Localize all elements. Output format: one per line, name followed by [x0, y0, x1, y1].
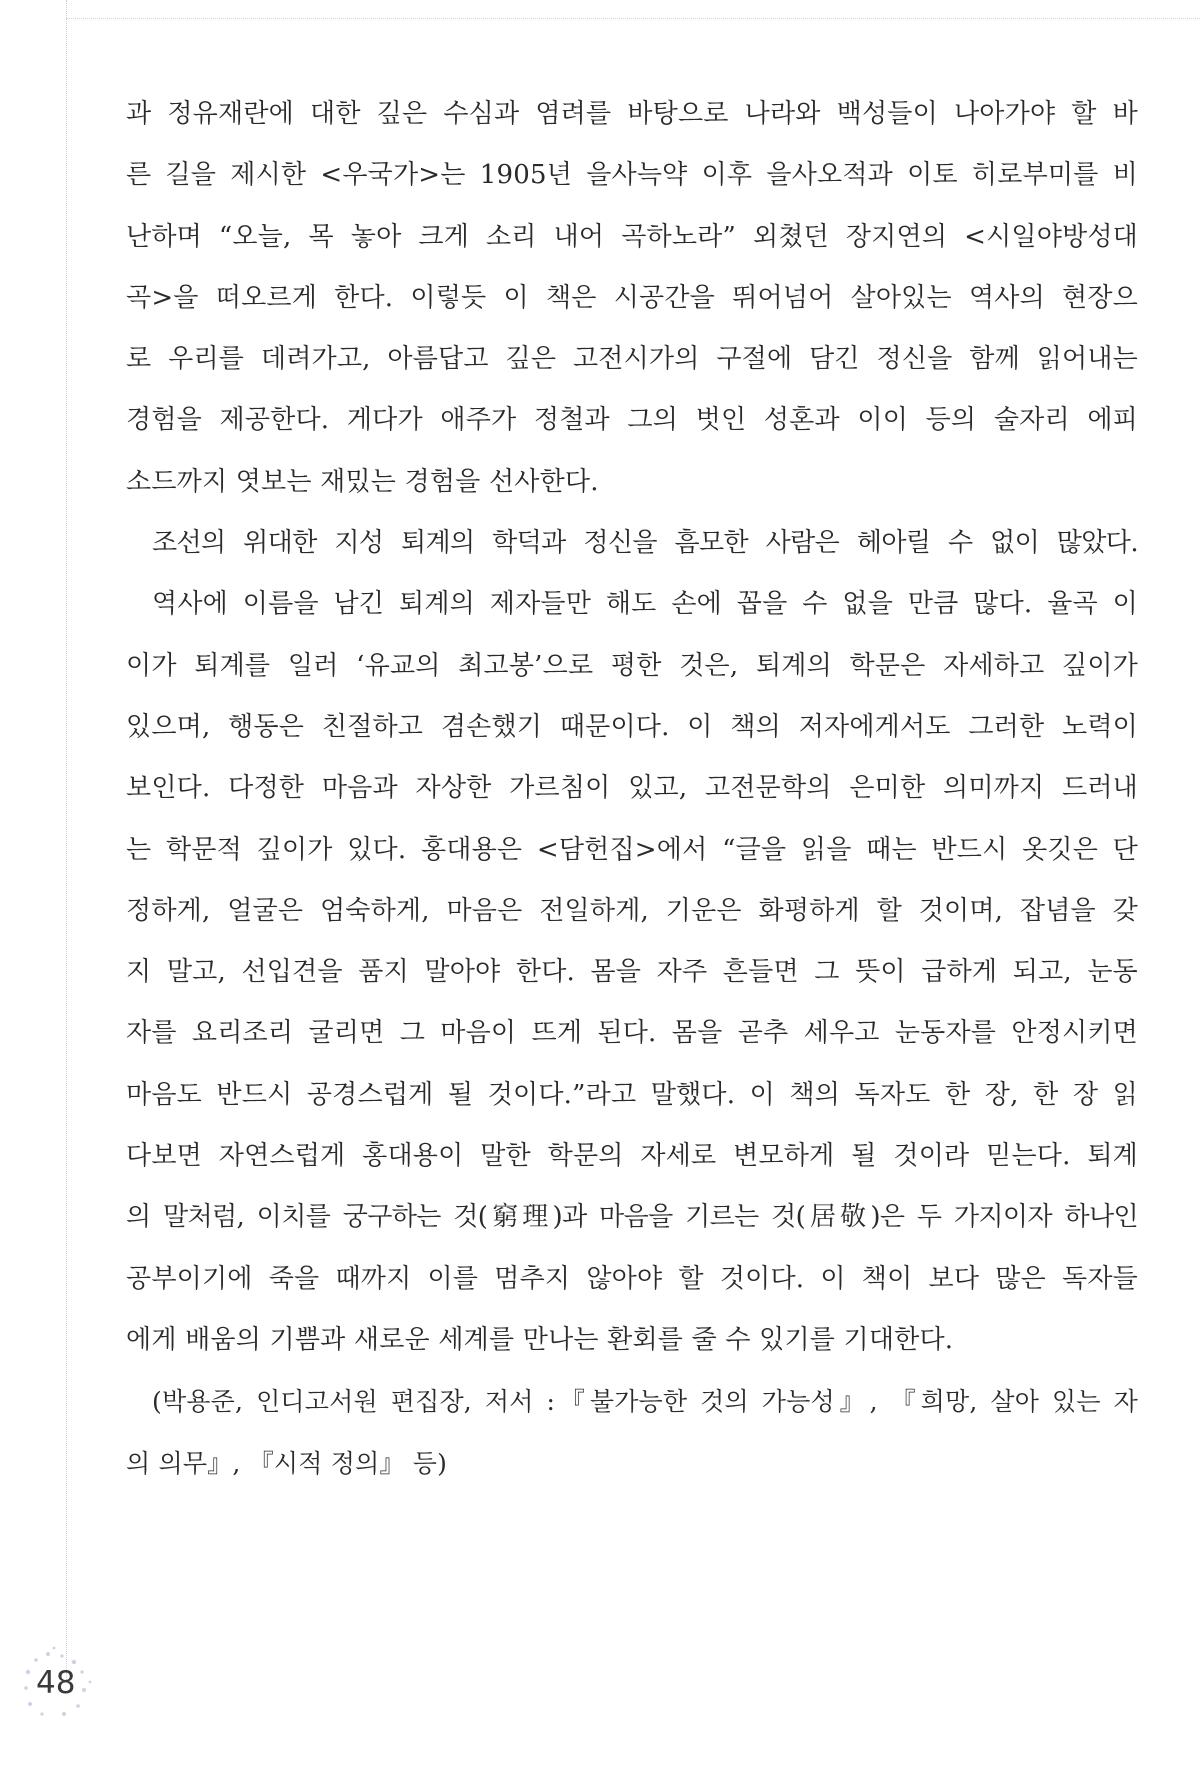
paragraph-start-line: 조선의 위대한 지성 퇴계의 학덕과 정신을 흠모한 사람은 헤아릴 수 없이 많았다. [152, 528, 1138, 559]
text-line: 른 길을 제시한 <우국가>는 1905년 을사늑약 이후 을사오적과 이토 히로부미를 비 [126, 160, 1138, 191]
text-line: 경험을 제공한다. 게다가 애주가 정철과 그의 벗인 성혼과 이이 등의 술자리 에피 [126, 405, 1138, 436]
page-number: 48 [36, 1665, 76, 1701]
text-line: 정하게, 얼굴은 엄숙하게, 마음은 전일하게, 기운은 화평하게 할 것이며, 잡념을 갖 [126, 895, 1138, 926]
text-line: 의 말처럼, 이치를 궁구하는 것(窮理)과 마음을 기르는 것(居敬)은 두 가지이자 하나인 [126, 1202, 1138, 1233]
text-line: 는 학문적 깊이가 있다. 홍대용은 <담헌집>에서 “글을 읽을 때는 반드시 옷깃은 단 [126, 834, 1138, 865]
author-credit-line: 의 의무』, 『시적 정의』 등) [126, 1448, 448, 1478]
author-credit-line: (박용준, 인디고서원 편집장, 저서 :『불가능한 것의 가능성』, 『희망, 살아 있는 자 [152, 1387, 1138, 1417]
text-line: 난하며 “오늘, 목 놓아 크게 소리 내어 곡하노라” 외쳤던 장지연의 <시일야방성대 [126, 221, 1138, 252]
text-line: 역사에 이름을 남긴 퇴계의 제자들만 해도 손에 꼽을 수 없을 만큼 많다. 율곡 이 [152, 589, 1138, 620]
body-text [126, 84, 1138, 1494]
text-line: 자를 요리조리 굴리면 그 마음이 뜨게 된다. 몸을 곧추 세우고 눈동자를 안정시키면 [126, 1018, 1138, 1049]
text-line: 에게 배움의 기쁨과 새로운 세계를 만나는 환회를 줄 수 있기를 기대한다. [126, 1324, 954, 1355]
text-line: 보인다. 다정한 마음과 자상한 가르침이 있고, 고전문학의 은미한 의미까지 드러내 [126, 773, 1138, 804]
text-line: 과 정유재란에 대한 깊은 수심과 염려를 바탕으로 나라와 백성들이 나아가야 할 바 [126, 99, 1138, 129]
text-line: 곡>을 떠오르게 한다. 이렇듯 이 책은 시공간을 뛰어넘어 살아있는 역사의 현장으 [126, 282, 1138, 313]
text-line: 로 우리를 데려가고, 아름답고 깊은 고전시가의 구절에 담긴 정신을 함께 읽어내는 [126, 344, 1138, 375]
text-line: 공부이기에 죽을 때까지 이를 멈추지 않아야 할 것이다. 이 책이 보다 많은 독자들 [126, 1263, 1138, 1294]
text-line: 지 말고, 선입견을 품지 말아야 한다. 몸을 자주 흔들면 그 뜻이 급하게 되고, 눈동 [126, 957, 1138, 988]
text-line: 다보면 자연스럽게 홍대용이 말한 학문의 자세로 변모하게 될 것이라 믿는다. 퇴계 [126, 1141, 1138, 1172]
text-line: 마음도 반드시 공경스럽게 될 것이다.”라고 말했다. 이 책의 독자도 한 장, 한 장 읽 [126, 1079, 1138, 1110]
text-line: 소드까지 엿보는 재밌는 경험을 선사한다. [126, 466, 599, 497]
text-line: 이가 퇴계를 일러 ‘유교의 최고봉’으로 평한 것은, 퇴계의 학문은 자세하고 깊이가 [126, 650, 1138, 681]
margin-guide-vertical [66, 0, 67, 1680]
margin-guide-horizontal [66, 18, 1200, 19]
text-line: 있으며, 행동은 친절하고 겸손했기 때문이다. 이 책의 저자에게서도 그러한 노력이 [126, 711, 1138, 742]
